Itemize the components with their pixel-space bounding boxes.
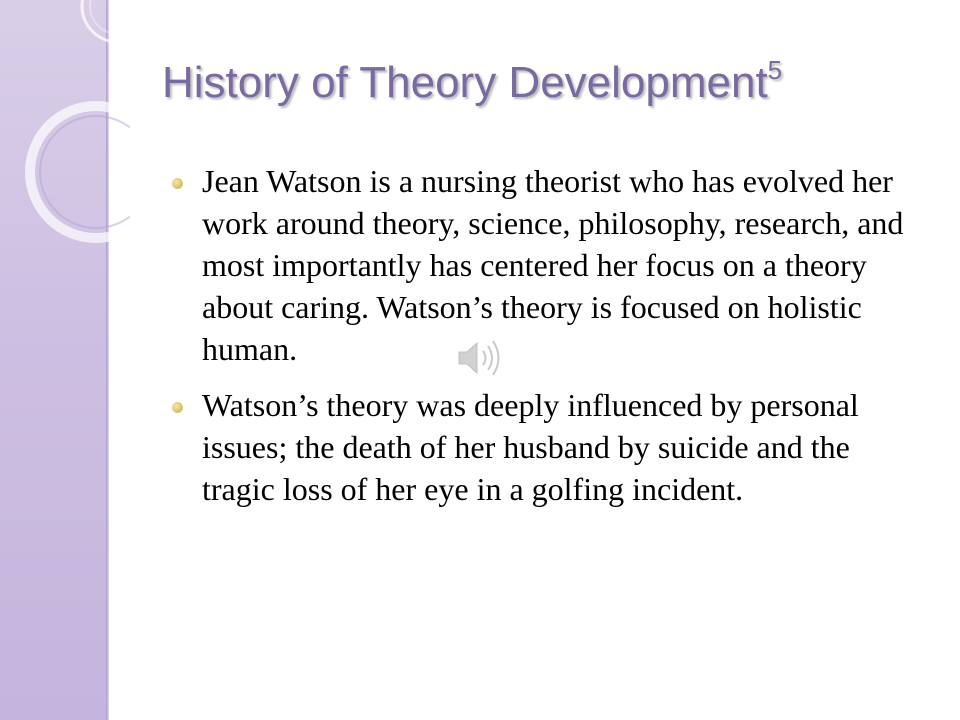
bullet-icon [172, 178, 183, 189]
slide-title [162, 55, 783, 108]
bullet-list [172, 160, 922, 524]
slide-title-footnote: 5 [767, 55, 783, 85]
slide-title-text: History of Theory Development [162, 58, 768, 107]
bullet-item [172, 160, 922, 370]
bullet-icon [172, 402, 183, 413]
bullet-text: Watson’s theory was deeply influenced by personal issues; the death of her husband by suicide and the tragic loss of her eye in a golfing incident. [202, 387, 859, 507]
bullet-text: Jean Watson is a nursing theorist who has evolved her work around theory, science, philosophy, research, and most importantly has centered her focus on a theory about caring. Watson’s theory is focused on holistic human. [202, 163, 904, 367]
bullet-item [172, 384, 922, 510]
decorative-circles [0, 0, 130, 260]
speaker-icon[interactable] [455, 338, 505, 378]
